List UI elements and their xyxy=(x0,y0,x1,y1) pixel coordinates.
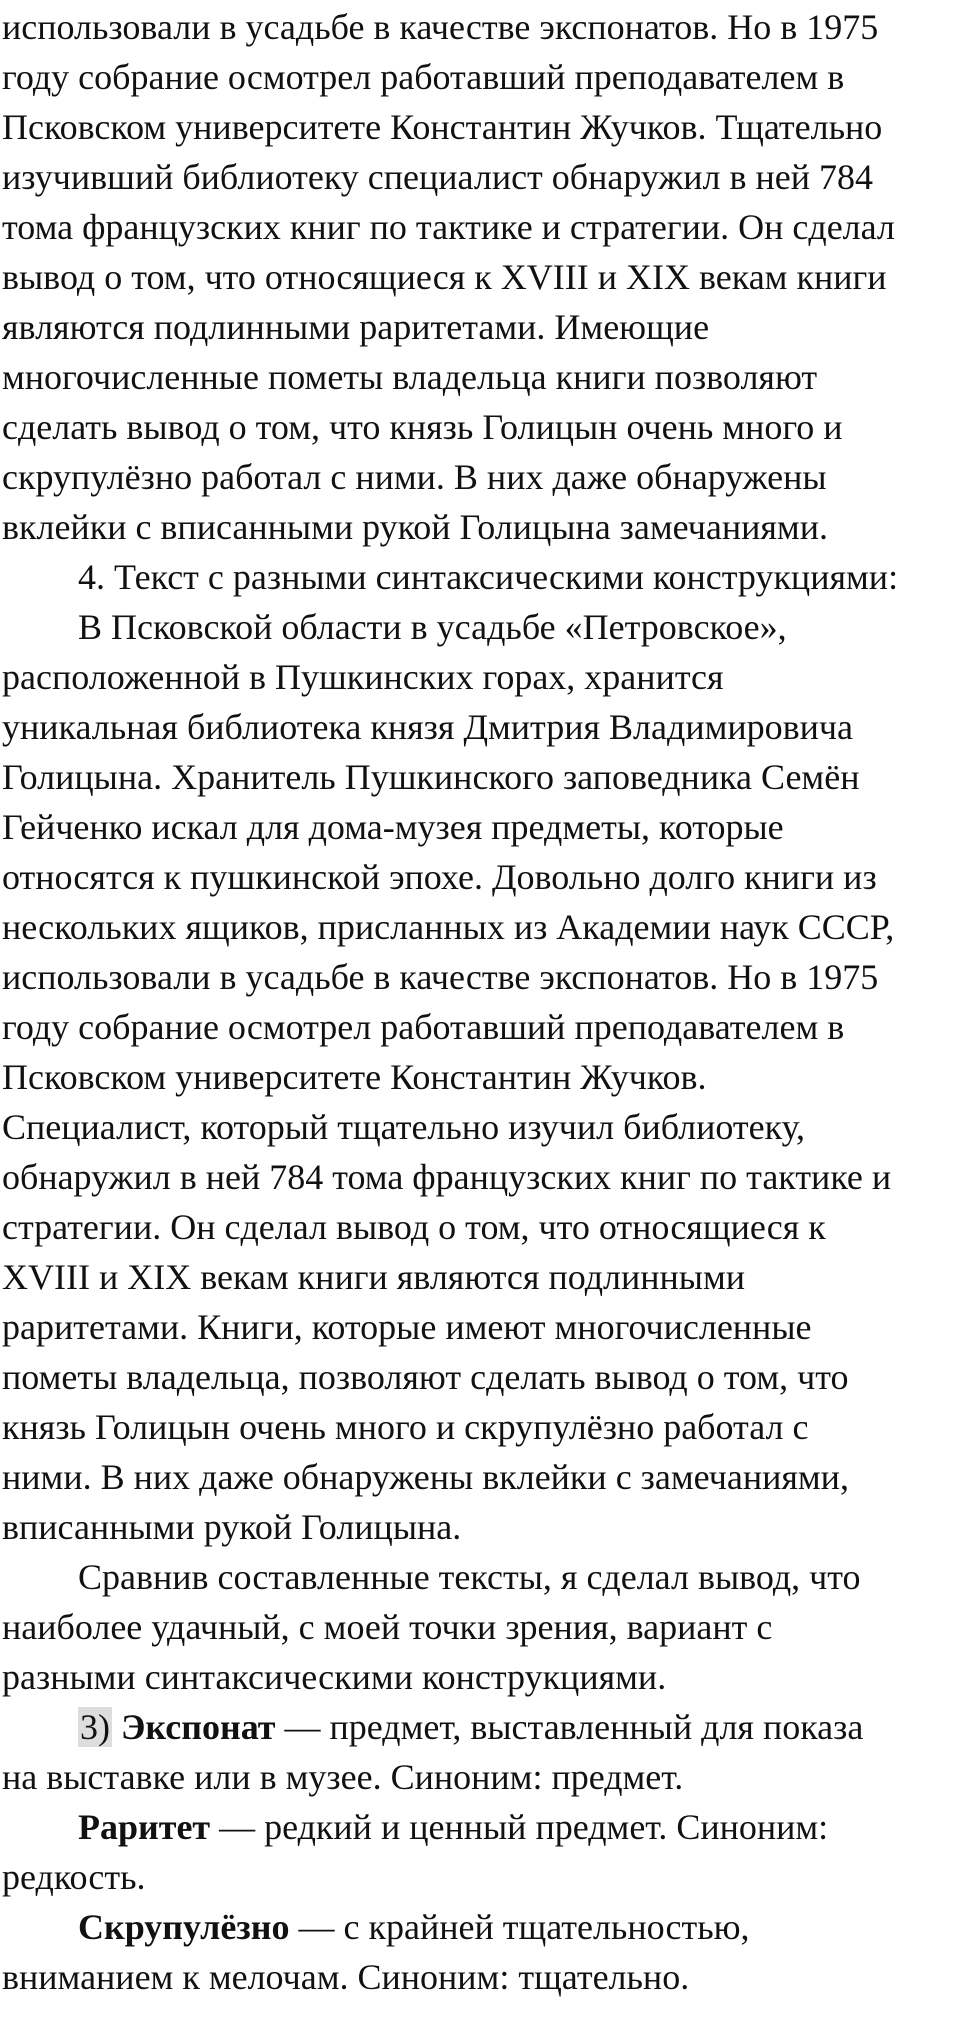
definition-rarity xyxy=(78,1802,828,1852)
text-line: наиболее удачный, с моей точки зрения, вариант с xyxy=(2,1607,773,1647)
item-number: 3) xyxy=(80,1707,110,1747)
definition-exhibit xyxy=(78,1702,863,1752)
text-line: Гейченко искал для дома-музея предметы, которые xyxy=(2,807,784,847)
text-line: XVIII и XIX векам книги являются подлинными xyxy=(2,1257,746,1297)
definition-text: — редкий и ценный предмет. Синоним: xyxy=(210,1807,829,1847)
text-line: использовали в усадьбе в качестве экспонатов. Но в 1975 xyxy=(2,957,879,997)
text-line: ними. В них даже обнаружены вклейки с замечаниями, xyxy=(2,1457,849,1497)
text-line: стратегии. Он сделал вывод о том, что относящиеся к xyxy=(2,1207,826,1247)
text-line: Псковском университете Константин Жучков. Тщательно xyxy=(2,107,883,147)
text-line: Специалист, который тщательно изучил библиотеку, xyxy=(2,1107,805,1147)
text-line: редкость. xyxy=(2,1857,146,1897)
text-line: году собрание осмотрел работавший преподавателем в xyxy=(2,57,845,97)
text-line: относятся к пушкинской эпохе. Довольно долго книги из xyxy=(2,857,877,897)
definition-text: — предмет, выставленный для показа xyxy=(275,1707,864,1747)
text-line: скрупулёзно работал с ними. В них даже обнаружены xyxy=(2,457,827,497)
text-line: многочисленные пометы владельца книги позволяют xyxy=(2,357,818,397)
text-line: князь Голицын очень много и скрупулёзно работал с xyxy=(2,1407,809,1447)
term-rarity: Раритет xyxy=(78,1807,211,1847)
term-scrupulous: Скрупулёзно xyxy=(78,1907,290,1947)
paragraph-start: В Псковской области в усадьбе «Петровское», xyxy=(78,607,787,647)
text-line: вывод о том, что относящиеся к XVIII и XIX векам книги xyxy=(2,257,887,297)
text-line: на выставке или в музее. Синоним: предмет. xyxy=(2,1757,684,1797)
text-line: вклейки с вписанными рукой Голицына замечаниями. xyxy=(2,507,828,547)
text-line: нескольких ящиков, присланных из Академии наук СССР, xyxy=(2,907,895,947)
text-line: раритетами. Книги, которые имеют многочисленные xyxy=(2,1307,812,1347)
text-line: являются подлинными раритетами. Имеющие xyxy=(2,307,710,347)
text-line: сделать вывод о том, что князь Голицын очень много и xyxy=(2,407,843,447)
conclusion-start: Сравнив составленные тексты, я сделал вывод, что xyxy=(78,1557,861,1597)
text-line: вписанными рукой Голицына. xyxy=(2,1507,462,1547)
text-line: тома французских книг по тактике и стратегии. Он сделал xyxy=(2,207,895,247)
text-line: году собрание осмотрел работавший преподавателем в xyxy=(2,1007,845,1047)
text-line: уникальная библиотека князя Дмитрия Владимировича xyxy=(2,707,853,747)
term-exhibit: Экспонат xyxy=(121,1707,276,1747)
text-line: Псковском университете Константин Жучков. xyxy=(2,1057,707,1097)
section-heading: 4. Текст с разными синтаксическими конструкциями: xyxy=(78,557,899,597)
definition-text: — с крайней тщательностью, xyxy=(289,1907,750,1947)
text-line: изучивший библиотеку специалист обнаружил в ней 784 xyxy=(2,157,874,197)
text-line: обнаружил в ней 784 тома французских книг по тактике и xyxy=(2,1157,892,1197)
text-line: пометы владельца, позволяют сделать вывод о том, что xyxy=(2,1357,849,1397)
text-line: вниманием к мелочам. Синоним: тщательно. xyxy=(2,1957,690,1997)
text-line: расположенной в Пушкинских горах, хранится xyxy=(2,657,724,697)
text-line: использовали в усадьбе в качестве экспонатов. Но в 1975 xyxy=(2,7,879,47)
definition-scrupulous xyxy=(78,1902,750,1952)
text-line: Голицына. Хранитель Пушкинского заповедника Семён xyxy=(2,757,860,797)
text-line: разными синтаксическими конструкциями. xyxy=(2,1657,667,1697)
